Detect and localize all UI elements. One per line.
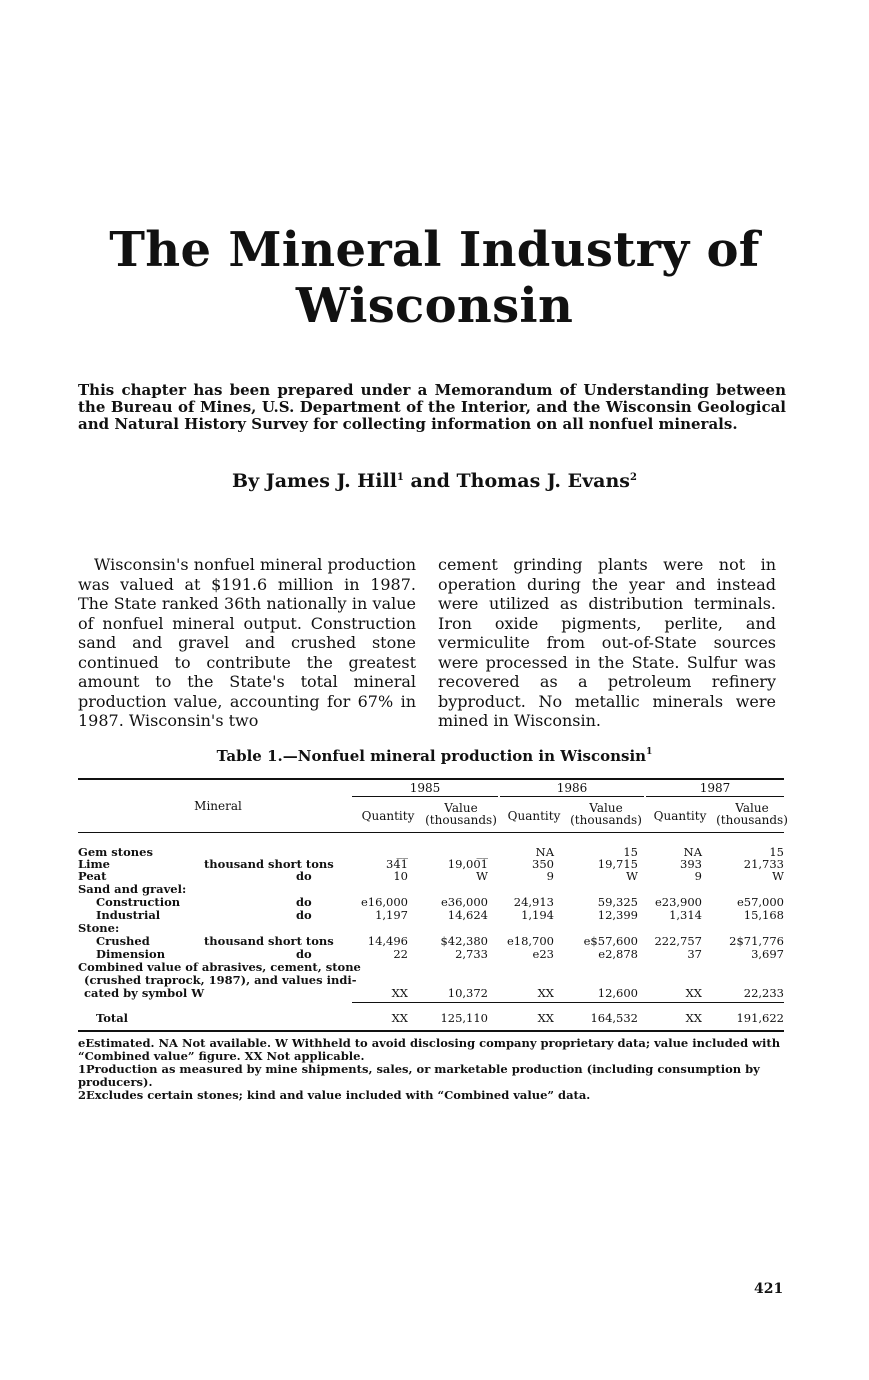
header-value-1985-l1: Value: [444, 801, 478, 815]
cell-value-1986: 164,532: [590, 1011, 638, 1025]
cell-quantity-1985: XX: [391, 986, 408, 1000]
byline-footnote-1: 1: [396, 472, 404, 483]
cell-quantity-1986: 24,913: [513, 895, 554, 909]
table-title: [0, 747, 869, 765]
table-title-text: Table 1.—Nonfuel mineral production in Wisconsin: [216, 747, 647, 765]
cell-quantity-1986: XX: [537, 1011, 554, 1025]
header-value-1987: [714, 802, 790, 826]
header-quantity-1985: Quantity: [361, 809, 415, 823]
cell-value-1986: 59,325: [597, 895, 638, 909]
table-row: [78, 909, 784, 922]
cell-value-1987: 21,733: [743, 857, 784, 871]
table-notes: [78, 1037, 786, 1102]
cell-quantity-1987: NA: [683, 845, 702, 859]
row-label: Stone:: [78, 921, 120, 935]
row-label: Construction: [96, 895, 181, 909]
byline: [0, 470, 869, 492]
row-unit: thousand short tons: [204, 857, 334, 871]
cell-quantity-1985: 14,496: [367, 934, 408, 948]
cell-value-1986: 12,600: [597, 986, 638, 1000]
row-label: (crushed traprock, 1987), and values indi-: [84, 973, 357, 987]
row-unit: do: [296, 947, 312, 961]
cell-quantity-1986: e23: [532, 947, 554, 961]
table-row: [78, 935, 784, 948]
cell-quantity-1986: XX: [537, 986, 554, 1000]
table-bottom-rule: [78, 1030, 784, 1032]
cell-value-1985: 10,372: [447, 986, 488, 1000]
row-unit: do: [296, 869, 312, 883]
cell-value-1985: 14,624: [447, 908, 488, 922]
header-year-1985: 1985: [409, 781, 441, 795]
byline-author-2: and Thomas J. Evans: [403, 470, 630, 492]
row-label: Combined value of abrasives, cement, stone: [78, 960, 361, 974]
cell-value-1985: 19,001: [447, 857, 488, 871]
cell-value-1985: 2,733: [455, 947, 488, 961]
cell-value-1987: 2$71,776: [729, 934, 784, 948]
row-label: Peat: [78, 869, 107, 883]
row-label: Total: [96, 1011, 129, 1025]
cell-quantity-1985: __: [396, 845, 408, 859]
table-row: [78, 1012, 784, 1025]
cell-quantity-1985: e16,000: [360, 895, 408, 909]
byline-footnote-2: 2: [629, 472, 637, 483]
note-footnote-2: 2Excludes certain stones; kind and value included with “Combined value” data.: [78, 1088, 591, 1102]
header-quantity-1986: Quantity: [507, 809, 561, 823]
cell-value-1985: $42,380: [440, 934, 488, 948]
row-label: Crushed: [96, 934, 150, 948]
cell-value-1987: W: [772, 869, 784, 883]
cell-quantity-1985: XX: [391, 1011, 408, 1025]
year-rule-1985: [352, 796, 498, 797]
cell-quantity-1987: 37: [687, 947, 702, 961]
row-label: Lime: [78, 857, 110, 871]
cell-value-1987: 15,168: [743, 908, 784, 922]
cell-value-1985: __: [476, 845, 488, 859]
row-label: Gem stones: [78, 845, 153, 859]
cell-quantity-1987: XX: [685, 986, 702, 1000]
byline-author-1: By James J. Hill: [232, 470, 397, 492]
body-column-left: Wisconsin's nonfuel mineral production was valued at $191.6 million in 1987. The State ranked 36th nationally in value of nonfuel mineral output. Construction sand and gravel and crushed stone continued to contribute the greatest amount to the State's total mineral production value, accounting for 67% in 1987. Wisconsin's two: [78, 555, 416, 730]
page-number: 421: [754, 1281, 784, 1297]
header-year-1986: 1986: [556, 781, 588, 795]
note-footnote-1: 1Production as measured by mine shipments, sales, or marketable production (including consumption by producers).: [78, 1062, 760, 1089]
cell-value-1986: 15: [623, 845, 638, 859]
cell-value-1986: W: [626, 869, 638, 883]
header-bottom-rule: [78, 832, 784, 833]
year-rule-1987: [646, 796, 784, 797]
cell-value-1985: 125,110: [440, 1011, 488, 1025]
row-label: Dimension: [96, 947, 166, 961]
intro-paragraph: This chapter has been prepared under a Memorandum of Understanding between the Bureau of Mines, U.S. Department of the Interior, and the Wisconsin Geological and Natural History Survey for collecting information on all nonfuel minerals.: [78, 381, 786, 433]
cell-value-1985: e36,000: [440, 895, 488, 909]
cell-value-1986: 19,715: [597, 857, 638, 871]
cell-quantity-1987: XX: [685, 1011, 702, 1025]
cell-quantity-1987: 393: [680, 857, 702, 871]
cell-quantity-1985: 22: [393, 947, 408, 961]
cell-quantity-1986: 1,194: [521, 908, 554, 922]
table-row: [78, 987, 784, 1000]
cell-value-1986: e$57,600: [583, 934, 638, 948]
row-label: Sand and gravel:: [78, 882, 187, 896]
row-unit: thousand short tons: [204, 934, 334, 948]
cell-quantity-1987: 1,314: [669, 908, 702, 922]
page-title-text: The Mineral Industry of Wisconsin: [109, 222, 760, 334]
year-rule-1986: [500, 796, 644, 797]
header-value-1986-l2: (thousands): [570, 813, 642, 827]
header-value-1985: [424, 802, 498, 826]
cell-quantity-1987: e23,900: [654, 895, 702, 909]
cell-value-1987: e57,000: [736, 895, 784, 909]
row-unit: do: [296, 908, 312, 922]
header-year-1987: 1987: [699, 781, 731, 795]
header-value-1986-l1: Value: [589, 801, 623, 815]
row-unit: do: [296, 895, 312, 909]
header-value-1987-l2: (thousands): [716, 813, 788, 827]
cell-quantity-1986: 350: [532, 857, 554, 871]
note-legend: eEstimated. NA Not available. W Withheld to avoid disclosing company proprietary data; value included with “Combined value” figure. XX Not applicable.: [78, 1036, 781, 1063]
cell-quantity-1987: 9: [694, 869, 702, 883]
header-value-1986: [568, 802, 644, 826]
header-value-1987-l1: Value: [735, 801, 769, 815]
table-title-footnote: 1: [646, 747, 653, 757]
total-top-rule: [352, 1002, 784, 1003]
body-column-right: cement grinding plants were not in operation during the year and instead were utilized as distribution terminals. Iron oxide pigments, perlite, and vermiculite from out-of-State sources were processed in the State. Sulfur was recovered as a petroleum refinery byproduct. No metallic minerals were mined in Wisconsin.: [438, 555, 776, 730]
cell-quantity-1985: 10: [393, 869, 408, 883]
cell-value-1987: 15: [769, 845, 784, 859]
cell-quantity-1986: e18,700: [506, 934, 554, 948]
header-mineral: Mineral: [194, 799, 242, 813]
cell-quantity-1985: 1,197: [375, 908, 408, 922]
cell-value-1986: 12,399: [597, 908, 638, 922]
header-quantity-1987: Quantity: [653, 809, 707, 823]
cell-quantity-1986: 9: [546, 869, 554, 883]
page-title: [60, 222, 809, 334]
table-top-rule: [78, 778, 784, 780]
row-label: Industrial: [96, 908, 161, 922]
cell-value-1987: 22,233: [743, 986, 784, 1000]
cell-quantity-1985: 341: [386, 857, 408, 871]
cell-value-1987: 191,622: [736, 1011, 784, 1025]
cell-quantity-1987: 222,757: [654, 934, 702, 948]
cell-value-1986: e2,878: [598, 947, 638, 961]
cell-quantity-1986: NA: [535, 845, 554, 859]
row-label: cated by symbol W: [84, 986, 205, 1000]
cell-value-1987: 3,697: [751, 947, 784, 961]
header-value-1985-l2: (thousands): [425, 813, 497, 827]
cell-value-1985: W: [476, 869, 488, 883]
